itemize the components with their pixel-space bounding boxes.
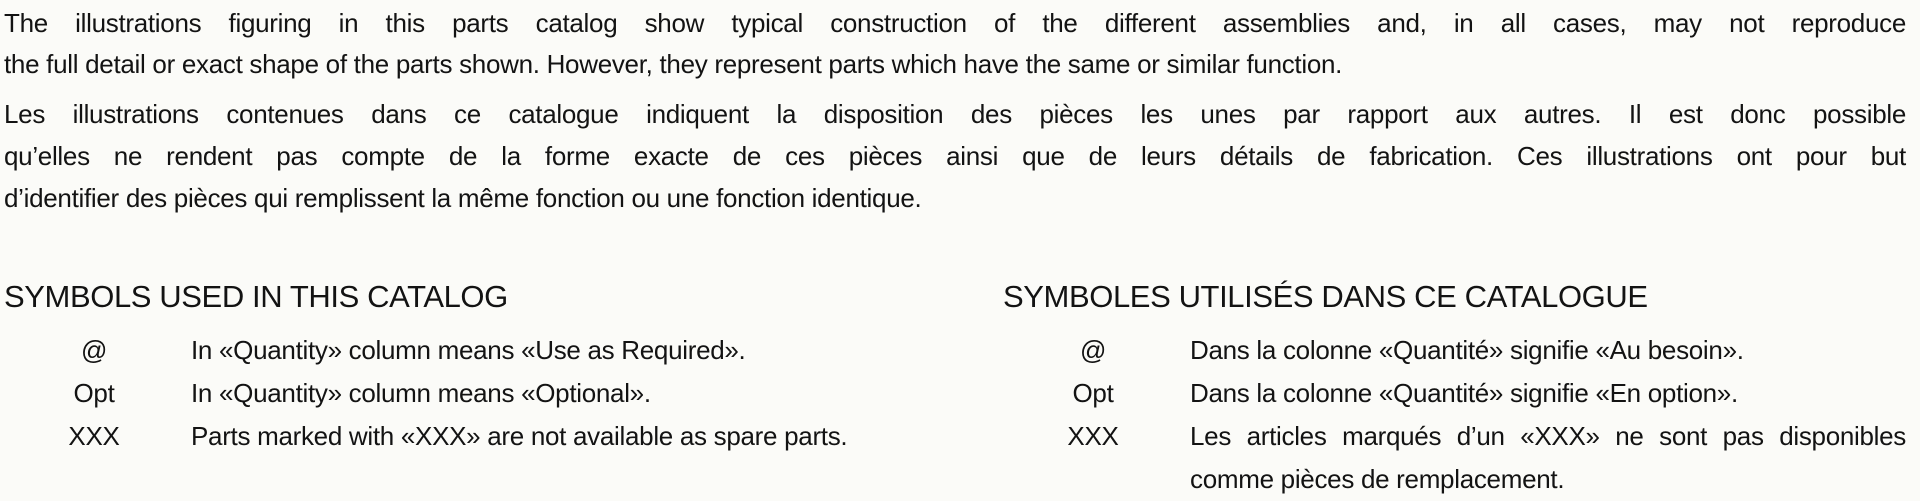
intro-paragraph-french: [4, 93, 1906, 219]
symbol-row: [4, 329, 1003, 372]
symbol-row: [1003, 372, 1906, 415]
text-line: Les articles marqués d’un «XXX» ne sont pas disponibles: [1190, 421, 1906, 451]
symbol-rows-french: [1003, 329, 1906, 501]
symbol-cell: XXX: [68, 421, 120, 451]
symbol-cell: @: [1079, 335, 1107, 365]
symbols-column-french: [1003, 277, 1906, 501]
symbol-row: [4, 415, 1003, 458]
text-line: qu’elles ne rendent pas compte de la forme exacte de ces pièces ainsi que de leurs détails de fabrication. Ces illustrations ont pour but: [4, 141, 1906, 171]
text-line: the full detail or exact shape of the parts shown. However, they represent parts which have the same or similar function.: [4, 49, 1343, 79]
symbols-heading-english: SYMBOLS USED IN THIS CATALOG: [4, 279, 508, 314]
text-line: comme pièces de remplacement.: [1190, 464, 1565, 494]
symbol-description: Dans la colonne «Quantité» signifie «Au besoin».: [1190, 335, 1744, 365]
symbol-cell: @: [80, 335, 108, 365]
symbol-description: [1190, 415, 1906, 501]
symbols-heading-french: SYMBOLES UTILISÉS DANS CE CATALOGUE: [1003, 279, 1648, 314]
symbol-row: [4, 372, 1003, 415]
text-line: d’identifier des pièces qui remplissent la même fonction ou une fonction identique.: [4, 183, 922, 213]
symbol-cell: Opt: [73, 378, 115, 408]
text-line: The illustrations figuring in this parts catalog show typical construction of the different assemblies and, in all cases, may not reproduce: [4, 8, 1906, 38]
symbol-description: In «Quantity» column means «Use as Required».: [191, 335, 746, 365]
symbols-section: [4, 277, 1906, 501]
symbol-cell: Opt: [1072, 378, 1114, 408]
symbol-description: Parts marked with «XXX» are not available as spare parts.: [191, 421, 848, 451]
symbol-row: [1003, 329, 1906, 372]
symbol-rows-english: [4, 329, 1003, 458]
symbol-row: [1003, 415, 1906, 501]
symbols-column-english: [4, 277, 1003, 501]
symbol-cell: XXX: [1067, 421, 1119, 451]
text-line: Les illustrations contenues dans ce catalogue indiquent la disposition des pièces les unes par rapport aux autres. Il est donc possible: [4, 99, 1906, 129]
symbol-description: Dans la colonne «Quantité» signifie «En option».: [1190, 378, 1738, 408]
symbol-description: In «Quantity» column means «Optional».: [191, 378, 651, 408]
intro-paragraph-english: [4, 3, 1906, 85]
